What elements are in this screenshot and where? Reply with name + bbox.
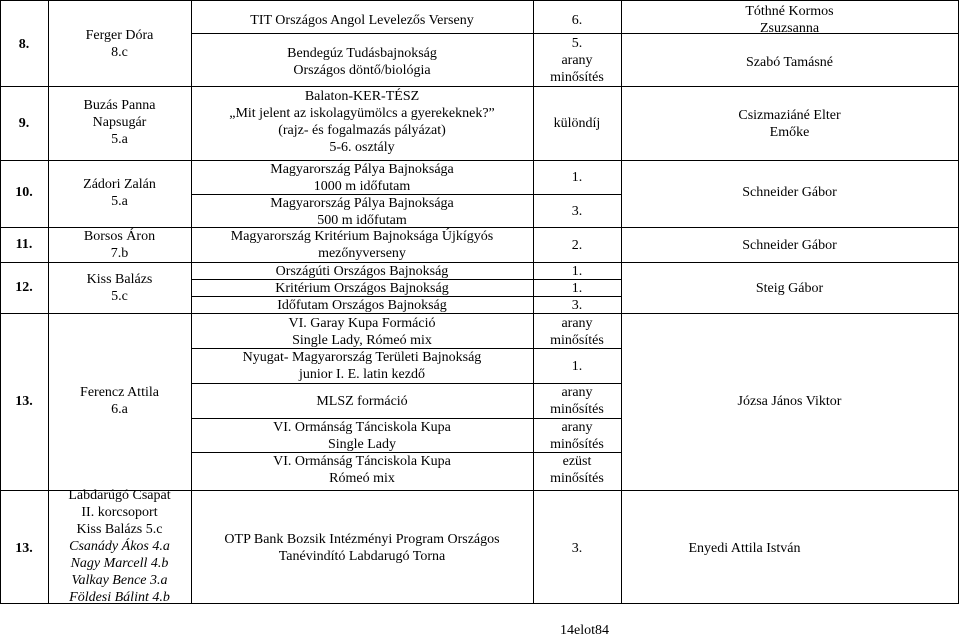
student-name: Zádori Zalán 5.a (83, 177, 156, 209)
table-border-left (0, 0, 1, 604)
competition-name: OTP Bank Bozsik Intézményi Program Országos Tanévindító Labdarugó Torna (224, 532, 500, 564)
teacher-name: Schneider Gábor (742, 238, 837, 253)
student-name: Ferencz Attila 6.a (80, 385, 159, 417)
student-name: Buzás Panna Napsugár 5.a (83, 98, 156, 147)
competition-result: 1. (571, 281, 583, 296)
competition-name: VI. Garay Kupa Formáció Single Lady, Rómeó mix (288, 316, 436, 348)
row-number: 11. (15, 237, 33, 252)
row-number: 9. (18, 116, 30, 131)
competition-result: különdíj (553, 116, 601, 131)
teacher-name: Schneider Gábor (742, 185, 837, 200)
column-separator (621, 0, 622, 604)
competition-result: arany minősítés (550, 316, 604, 348)
competition-name: Országúti Országos Bajnokság (275, 264, 449, 279)
competition-name: Balaton-KER-TÉSZ „Mit jelent az iskolagyümölcs a gyerekeknek?” (rajz- és fogalmazás pályázat) 5-6. osztály (229, 89, 495, 155)
competition-result: 5. arany minősítés (550, 36, 604, 85)
row-number: 13. (15, 394, 33, 409)
competition-name: Magyarország Pálya Bajnoksága 500 m időfutam (270, 196, 454, 228)
competition-result: arany minősítés (550, 420, 604, 452)
row-number: 8. (18, 37, 30, 52)
row-number: 10. (15, 185, 33, 200)
competition-result: 3. (571, 541, 583, 556)
teacher-name: Steig Gábor (755, 281, 824, 296)
competition-result: arany minősítés (550, 385, 604, 417)
student-team: Labdarúgó Csapat II. korcsoport Kiss Balázs 5.c Csanády Ákos 4.a Nagy Marcell 4.b Valkay Bence 3.a Földesi Bálint 4.b (68, 488, 171, 605)
teacher-name: Csizmaziáné Elter Emőke (738, 108, 841, 140)
competition-name: MLSZ formáció (316, 394, 408, 409)
competition-name: Időfutam Országos Bajnokság (277, 298, 447, 313)
competition-result: ezüst minősítés (550, 454, 604, 486)
competition-name: Nyugat- Magyarország Területi Bajnokság junior I. E. latin kezdő (242, 350, 482, 382)
student-name: Borsos Áron 7.b (83, 229, 156, 261)
competition-result: 3. (571, 298, 583, 313)
table-border-top (0, 0, 959, 1)
row-number: 13. (15, 541, 33, 556)
competition-result: 3. (571, 204, 583, 219)
row-number: 12. (15, 280, 33, 295)
competition-name: Magyarország Pálya Bajnoksága 1000 m időfutam (270, 162, 454, 194)
teacher-name: Szabó Tamásné (745, 55, 833, 70)
row-separator (0, 86, 959, 87)
competition-name: Kritérium Országos Bajnokság (275, 281, 449, 296)
teacher-name: Enyedi Attila István (688, 541, 801, 556)
competition-name: TIT Országos Angol Levelezős Verseny (250, 13, 474, 28)
competition-name: VI. Ormánság Tánciskola Kupa Rómeó mix (273, 454, 451, 486)
teacher-name: Józsa János Viktor (737, 394, 842, 409)
page-number: 14elot84 (560, 623, 609, 638)
competition-result: 2. (571, 238, 583, 253)
competition-result: 6. (571, 13, 583, 28)
student-name: Ferger Dóra 8.c (85, 28, 154, 60)
competition-name: Bendegúz Tudásbajnokság Országos döntő/biológia (287, 46, 437, 78)
competition-result: 1. (571, 359, 583, 374)
student-name: Kiss Balázs 5.c (86, 272, 153, 304)
competition-name: VI. Ormánság Tánciskola Kupa Single Lady (273, 420, 451, 452)
competition-name: Magyarország Kritérium Bajnoksága Újkígyós mezőnyverseny (230, 229, 494, 261)
competition-result: 1. (571, 170, 583, 185)
teacher-name: Tóthné Kormos Zsuzsanna (745, 4, 834, 36)
competition-result: 1. (571, 264, 583, 279)
